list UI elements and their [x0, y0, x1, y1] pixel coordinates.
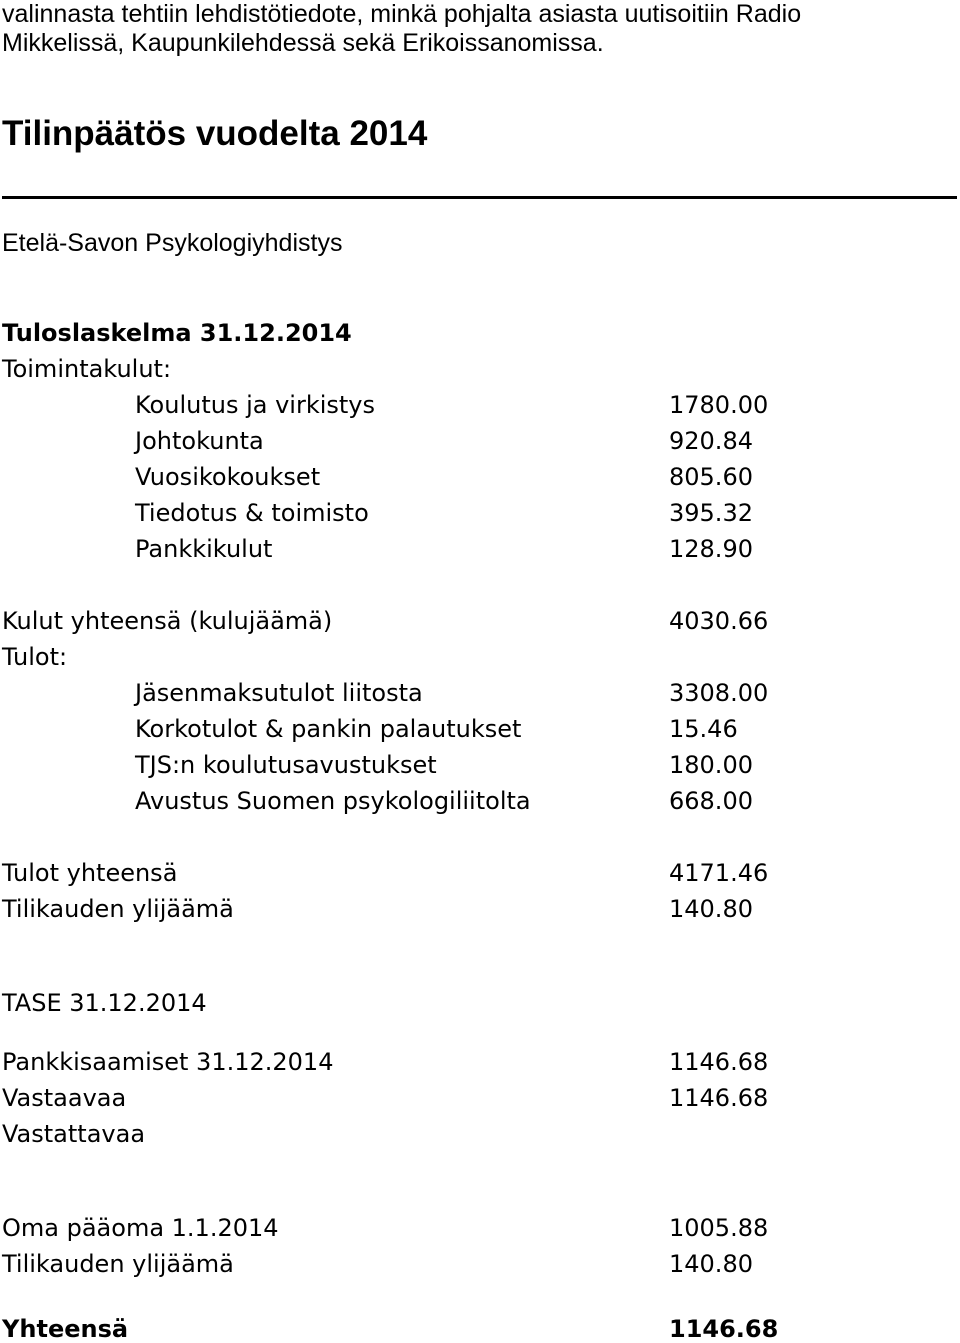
expenses-total-amount: 4030.66 [669, 607, 769, 635]
expense-label: Koulutus ja virkistys [135, 391, 375, 419]
liabilities-label: Vastattavaa [2, 1120, 146, 1148]
income-amount: 668.00 [669, 787, 753, 815]
assets-label: Vastaavaa [2, 1084, 127, 1112]
balance-sheet-heading: TASE 31.12.2014 [2, 989, 207, 1017]
expense-label: Vuosikokoukset [135, 463, 321, 491]
expense-amount: 920.84 [669, 427, 753, 455]
income-statement-heading: Tuloslaskelma 31.12.2014 [2, 319, 352, 347]
equity-label: Oma pääoma 1.1.2014 [2, 1214, 279, 1242]
expense-amount: 805.60 [669, 463, 753, 491]
balance-surplus-label: Tilikauden ylijäämä [2, 1250, 234, 1278]
page-title: Tilinpäätös vuodelta 2014 [2, 114, 428, 153]
expense-amount: 128.90 [669, 535, 753, 563]
intro-line-2: Mikkelissä, Kaupunkilehdessä sekä Erikoissanomissa. [2, 29, 604, 57]
surplus-amount: 140.80 [669, 895, 753, 923]
income-amount: 180.00 [669, 751, 753, 779]
balance-surplus-amount: 140.80 [669, 1250, 753, 1278]
assets-amount: 1146.68 [669, 1084, 769, 1112]
income-amount: 15.46 [669, 715, 738, 743]
bank-receivables-amount: 1146.68 [669, 1048, 769, 1076]
expense-label: Johtokunta [135, 427, 264, 455]
income-section-label: Tulot: [2, 643, 68, 671]
income-total-label: Tulot yhteensä [2, 859, 178, 887]
grand-total-amount: 1146.68 [669, 1315, 779, 1343]
income-total-amount: 4171.46 [669, 859, 769, 887]
grand-total-label: Yhteensä [2, 1315, 129, 1343]
income-amount: 3308.00 [669, 679, 769, 707]
expenses-section-label: Toimintakulut: [2, 355, 172, 383]
expense-label: Pankkikulut [135, 535, 273, 563]
bank-receivables-label: Pankkisaamiset 31.12.2014 [2, 1048, 334, 1076]
income-label: Avustus Suomen psykologiliitolta [135, 787, 531, 815]
expense-amount: 395.32 [669, 499, 753, 527]
income-label: Jäsenmaksutulot liitosta [135, 679, 423, 707]
expense-label: Tiedotus & toimisto [135, 499, 369, 527]
surplus-label: Tilikauden ylijäämä [2, 895, 234, 923]
income-label: TJS:n koulutusavustukset [135, 751, 437, 779]
title-divider [2, 196, 957, 199]
expense-amount: 1780.00 [669, 391, 769, 419]
equity-amount: 1005.88 [669, 1214, 769, 1242]
intro-line-1: valinnasta tehtiin lehdistötiedote, minkä pohjalta asiasta uutisoitiin Radio [2, 0, 802, 28]
income-label: Korkotulot & pankin palautukset [135, 715, 522, 743]
expenses-total-label: Kulut yhteensä (kulujäämä) [2, 607, 333, 635]
organization-name: Etelä-Savon Psykologiyhdistys [2, 229, 343, 257]
